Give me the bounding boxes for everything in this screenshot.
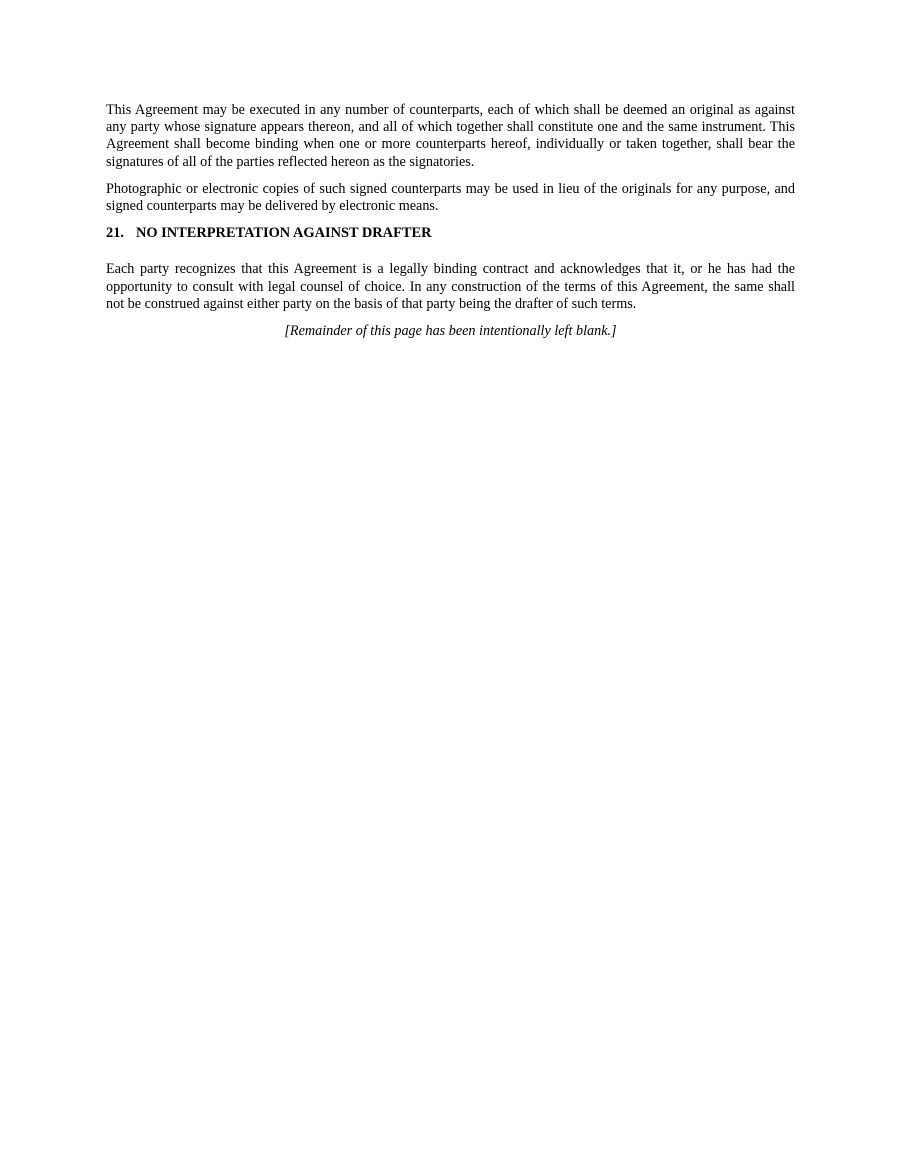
- page-content: [106, 102, 795, 340]
- section-number: 21.: [106, 225, 124, 242]
- intentionally-left-blank-note: [Remainder of this page has been intentionally left blank.]: [284, 323, 617, 340]
- paragraph-no-interpretation: Each party recognizes that this Agreement is a legally binding contract and acknowledges that it, or he has had the opportunity to consult with legal counsel of choice. In any construction of the terms of this Agreement, the same shall not be construed against either party on the basis of that party being the drafter of such terms.: [106, 261, 795, 312]
- paragraph-counterparts: This Agreement may be executed in any number of counterparts, each of which shall be deemed an original as against any party whose signature appears thereon, and all of which together shall constitute one and the same instrument. This Agreement shall become binding when one or more counterparts hereof, individually or taken together, shall bear the signatures of all of the parties reflected hereon as the signatories.: [106, 102, 795, 170]
- section-title: NO INTERPRETATION AGAINST DRAFTER: [136, 225, 432, 242]
- paragraph-electronic-copies: Photographic or electronic copies of such signed counterparts may be used in lieu of the originals for any purpose, and signed counterparts may be delivered by electronic means.: [106, 180, 795, 215]
- section-heading: [106, 225, 795, 242]
